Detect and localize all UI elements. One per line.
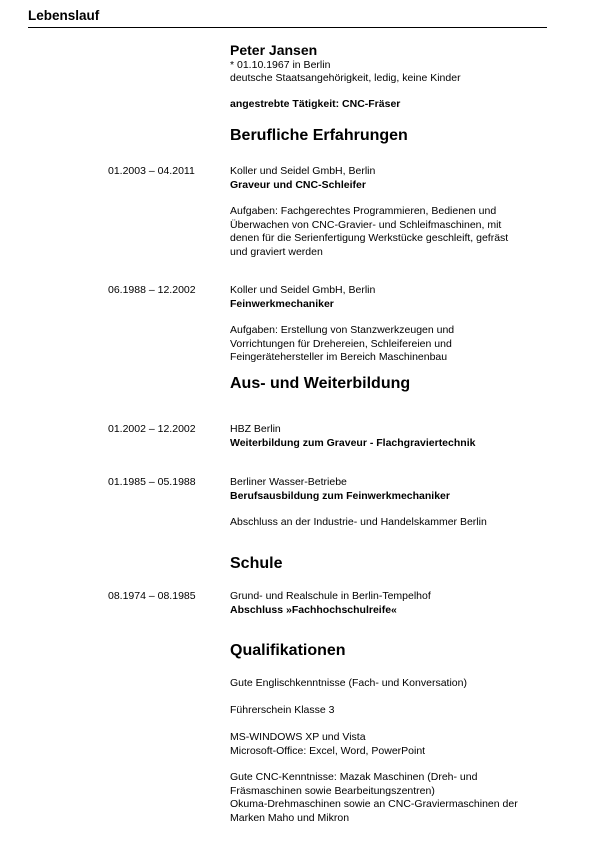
entry-org: Grund- und Realschule in Berlin-Tempelhof: [230, 590, 431, 602]
entry-org: Koller und Seidel GmbH, Berlin: [230, 165, 376, 177]
entry-body: [230, 165, 508, 259]
entry-date: 01.2003 – 04.2011: [108, 165, 195, 177]
entry-role: Abschluss »Fachhochschulreife«: [230, 603, 397, 616]
entry-org: HBZ Berlin: [230, 423, 281, 435]
entry-note: Abschluss an der Industrie- und Handelskammer Berlin: [230, 516, 487, 528]
entry-date: 01.2002 – 12.2002: [108, 423, 196, 435]
entry-desc-line: Feingerätehersteller im Bereich Maschinenbau: [230, 351, 448, 363]
entry-desc-line: und graviert werden: [230, 245, 323, 258]
entry-role: Berufsausbildung zum Feinwerkmechaniker: [230, 489, 450, 502]
qualification-item: [230, 731, 425, 758]
entry-body: [230, 423, 475, 450]
qualification-line: Microsoft-Office: Excel, Word, PowerPoint: [230, 744, 426, 757]
qualification-item: [230, 771, 518, 825]
entry-date: 06.1988 – 12.2002: [108, 284, 196, 296]
qualification-line: Gute Englischkenntnisse (Fach- und Konversation): [230, 677, 467, 689]
qualification-line: MS-WINDOWS XP und Vista: [230, 731, 366, 743]
entry-desc-line: Aufgaben: Erstellung von Stanzwerkzeugen und: [230, 324, 455, 336]
entry-role: Weiterbildung zum Graveur - Flachgraviertechnik: [230, 436, 476, 449]
section-title-qualifications: Qualifikationen: [230, 642, 346, 659]
section-title-school: Schule: [230, 555, 283, 572]
entry-date: 01.1985 – 05.1988: [108, 476, 196, 488]
entry-role: Graveur und CNC-Schleifer: [230, 178, 366, 191]
entry-desc-line: Überwachen von CNC-Gravier- und Schleifmaschinen, mit: [230, 218, 502, 231]
entry-body: [230, 590, 431, 617]
person-birth: * 01.10.1967 in Berlin: [230, 59, 331, 71]
entry-date: 08.1974 – 08.1985: [108, 590, 196, 602]
section-title-experience: Berufliche Erfahrungen: [230, 127, 408, 144]
qualification-line: Okuma-Drehmaschinen sowie an CNC-Graviermaschinen der: [230, 798, 518, 810]
person-goal: angestrebte Tätigkeit: CNC-Fräser: [230, 98, 401, 110]
entry-org: Berliner Wasser-Betriebe: [230, 476, 347, 488]
entry-org: Koller und Seidel GmbH, Berlin: [230, 284, 376, 296]
section-title-education: Aus- und Weiterbildung: [230, 375, 411, 392]
entry-desc-line: Vorrichtungen für Drehereien, Schleifereien und: [230, 337, 452, 350]
entry-desc-line: denen für die Serienfertigung Werkstücke geschleift, gefräst: [230, 232, 509, 244]
person-status: deutsche Staatsangehörigkeit, ledig, keine Kinder: [230, 72, 461, 84]
qualification-line: Führerschein Klasse 3: [230, 704, 335, 716]
entry-body: [230, 284, 454, 365]
entry-body: [230, 476, 487, 530]
page-header: [28, 8, 547, 28]
entry-role: Feinwerkmechaniker: [230, 297, 334, 310]
qualification-line: Marken Maho und Mikron: [230, 811, 350, 824]
qualification-item: [230, 677, 467, 691]
qualification-line: Gute CNC-Kenntnisse: Mazak Maschinen (Dreh- und: [230, 771, 478, 783]
qualification-item: [230, 704, 334, 718]
qualification-line: Fräsmaschinen sowie Bearbeitungszentren): [230, 784, 435, 797]
page-title: Lebenslauf: [28, 8, 100, 23]
person-name: Peter Jansen: [230, 42, 318, 58]
entry-desc-line: Aufgaben: Fachgerechtes Programmieren, Bedienen und: [230, 205, 497, 217]
